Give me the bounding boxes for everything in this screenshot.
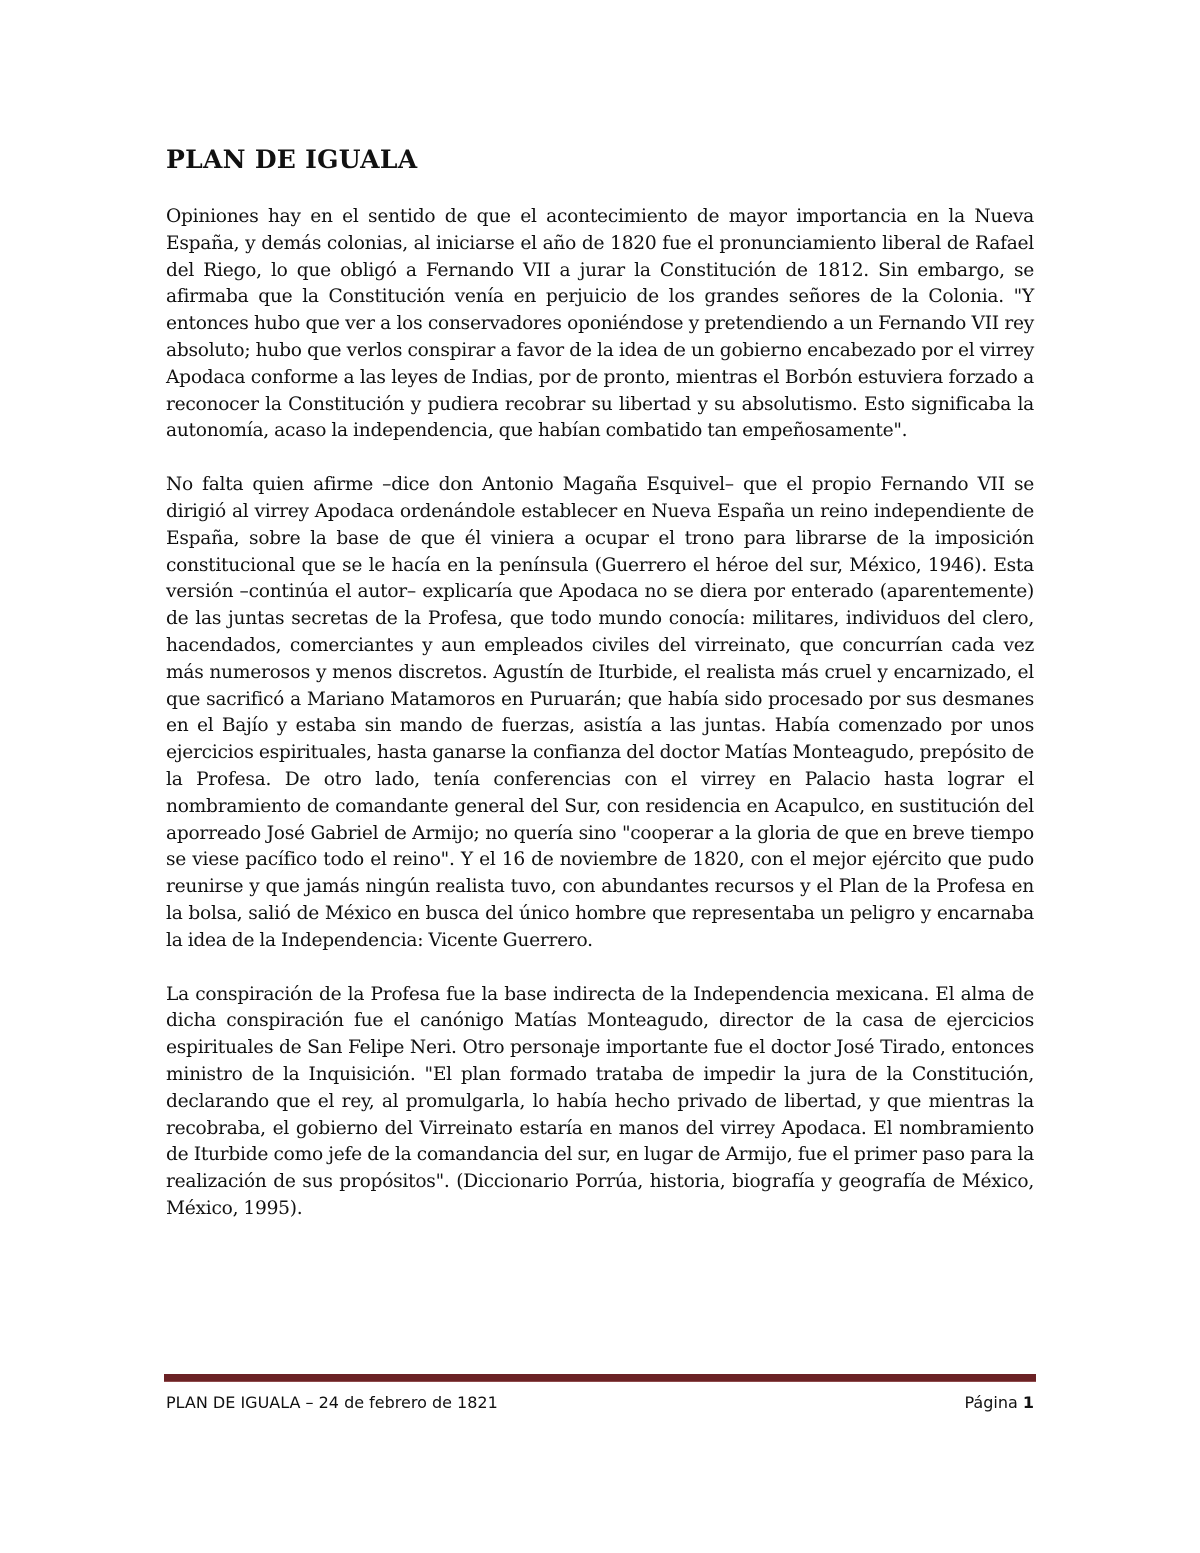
page-footer xyxy=(166,1386,1034,1418)
footer-page-number: 1 xyxy=(1022,1392,1034,1412)
page-content xyxy=(166,140,1034,1223)
paragraph-3: La conspiración de la Profesa fue la base indirecta de la Independencia mexicana. El alma de dicha conspiración fue el canónigo Matías Monteagudo, director de la casa de ejercicios espirituales de San Felipe Neri. Otro personaje importante fue el doctor José Tirado, entonces ministro de la Inquisición. "El plan formado trataba de impedir la jura de la Constitución, declarando que el rey, al promulgarla, lo había hecho privado de libertad, y que mientras la recobraba, el gobierno del Virreinato estaría en manos del virrey Apodaca. El nombramiento de Iturbide como jefe de la comandancia del sur, en lugar de Armijo, fue el primer paso para la realización de sus propósitos". (Diccionario Porrúa, historia, biografía y geografía de México, México, 1995). xyxy=(166,983,1034,1219)
paragraph-2: No falta quien afirme –dice don Antonio Magaña Esquivel– que el propio Fernando VII se dirigió al virrey Apodaca ordenándole establecer en Nueva España un reino independiente de España, sobre la base de que él viniera a ocupar el trono para librarse de la imposición constitucional que se le hacía en la península (Guerrero el héroe del sur, México, 1946). Esta versión –continúa el autor– explicaría que Apodaca no se diera por enterado (aparentemente) de las juntas secretas de la Profesa, que todo mundo conocía: militares, individuos del clero, hacendados, comerciantes y aun empleados civiles del virreinato, que concurrían cada vez más numerosos y menos discretos. Agustín de Iturbide, el realista más cruel y encarnizado, el que sacrificó a Mariano Matamoros en Puruarán; que había sido procesado por sus desmanes en el Bajío y estaba sin mando de fuerzas, asistía a las juntas. Había comenzado por unos ejercicios espirituales, hasta ganarse la confianza del doctor Matías Monteagudo, prepósito de la Profesa. De otro lado, tenía conferencias con el virrey en Palacio hasta lograr el nombramiento de comandante general del Sur, con residencia en Acapulco, en sustitución del aporreado José Gabriel de Armijo; no quería sino "cooperar a la gloria de que en breve tiempo se viese pacífico todo el reino". Y el 16 de noviembre de 1820, con el mejor ejército que pudo reunirse y que jamás ningún realista tuvo, con abundantes recursos y el Plan de la Profesa en la bolsa, salió de México en busca del único hombre que representaba un peligro y encarnaba la idea de la Independencia: Vicente Guerrero. xyxy=(166,474,1034,951)
footer-divider xyxy=(164,1374,1036,1382)
footer-page-indicator xyxy=(964,1393,1034,1412)
paragraph-1: Opiniones hay en el sentido de que el acontecimiento de mayor importancia en la Nueva España, y demás colonias, al iniciarse el año de 1820 fue el pronunciamiento liberal de Rafael del Riego, lo que obligó a Fernando VII a jurar la Constitución de 1812. Sin embargo, se afirmaba que la Constitución venía en perjuicio de los grandes señores de la Colonia. "Y entonces hubo que ver a los conservadores oponiéndose y pretendiendo a un Fernando VII rey absoluto; hubo que verlos conspirar a favor de la idea de un gobierno encabezado por el virrey Apodaca conforme a las leyes de Indias, por de pronto, mientras el Borbón estuviera forzado a reconocer la Constitución y pudiera recobrar su libertad y su absolutismo. Esto significaba la autonomía, acaso la independencia, que habían combatido tan empeñosamente". xyxy=(166,206,1034,442)
document-title: PLAN DE IGUALA xyxy=(166,145,418,174)
footer-page-label: Página xyxy=(964,1392,1018,1412)
document-body xyxy=(166,204,1034,1223)
footer-document-label: PLAN DE IGUALA – 24 de febrero de 1821 xyxy=(166,1392,498,1412)
